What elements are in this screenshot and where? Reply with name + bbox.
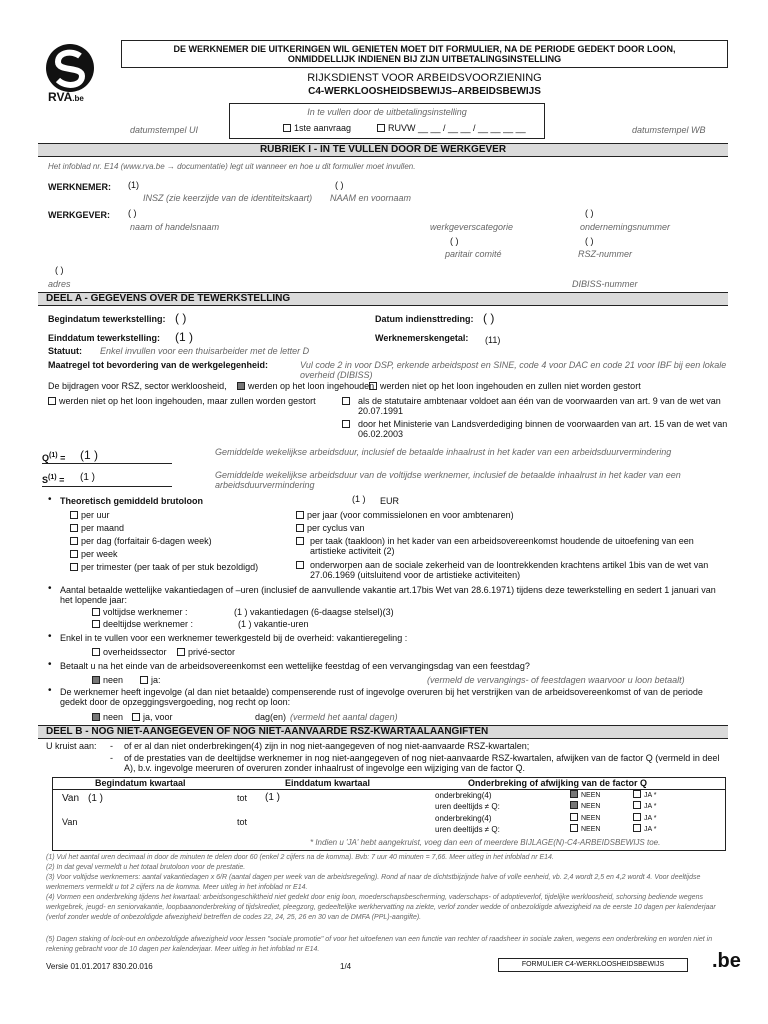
maatregel-label: Maatregel tot bevordering van de werkgelegenheid: <box>48 360 269 370</box>
versie: Versie 01.01.2017 830.20.016 <box>46 962 153 971</box>
s-label: $S^{(1)}$ = <box>42 474 65 485</box>
s-value[interactable]: (1 ) <box>80 472 95 483</box>
opt-niet-maar[interactable] <box>48 396 316 406</box>
deel-a-title: DEEL A - GEGEVENS OVER DE TEWERKSTELLING <box>46 293 291 304</box>
insz-label: INSZ (zie keerzijde van de identiteitskaart) <box>143 193 313 203</box>
bullet-icon: • <box>48 685 52 696</box>
checkbox-icon <box>70 524 78 532</box>
voltijds-label: voltijdse werknemer : <box>103 607 188 617</box>
r2-ond-ja[interactable] <box>633 813 656 822</box>
checkbox-icon <box>92 648 100 656</box>
r2-onderbreking-label: onderbreking(4) <box>435 814 492 823</box>
col-onderbreking-header: Onderbreking of afwijking van de factor Q <box>468 778 648 788</box>
indienst-value[interactable]: ( ) <box>483 311 495 325</box>
bullet-icon: • <box>48 494 52 505</box>
checkbox-icon <box>92 608 100 616</box>
bijdragen-label: De bijdragen voor RSZ, sector werkloosheid, <box>48 381 227 391</box>
checkbox-icon <box>296 561 304 569</box>
loon-opt-cyclus[interactable] <box>296 523 365 533</box>
loon-opt-label: per jaar (voor commissielonen en voor ambtenaren) <box>307 510 514 520</box>
ja-label: JA * <box>644 803 657 810</box>
indien-note: * Indien u 'JA' hebt aangekruist, voeg dan een of meerdere BIJLAGE(N)-C4-ARBEIDSBEWIJS toe. <box>310 838 661 847</box>
checkbox-icon <box>296 511 304 519</box>
r2-uren-label: uren deeltijds ≠ Q: <box>435 825 500 834</box>
indienst-label: Datum indiensttreding: <box>375 314 474 324</box>
neen-label: NEEN <box>581 792 601 799</box>
statuut-hint: Enkel invullen voor een thuisarbeider met de letter D <box>100 346 310 356</box>
r2-uren-ja[interactable] <box>633 824 656 833</box>
checkbox-icon <box>296 537 304 545</box>
fill-by-label: In te vullen door de uitbetalingsinstelling <box>307 107 467 117</box>
agency-name: RIJKSDIENST VOOR ARBEIDSVOORZIENING <box>307 72 542 84</box>
einddatum-value[interactable]: (1 ) <box>175 330 193 344</box>
ruvw-label: RUVW __ __ / __ __ / __ __ __ __ <box>388 123 526 133</box>
begindatum-label: Begindatum tewerkstelling: <box>48 314 166 324</box>
paritair-label: paritair comité <box>445 249 502 259</box>
opt-defensie-checkbox[interactable] <box>342 419 353 429</box>
q-sup: (1) <box>49 452 58 459</box>
rva-logo <box>42 42 100 102</box>
checkbox-checked-icon <box>570 801 578 809</box>
deel-b-title: DEEL B - NOG NIET-AANGEGEVEN OF NOG NIET-AANVAARDE RSZ-KWARTAALAANGIFTEN <box>46 726 489 737</box>
q-label: $Q^{(1)}$ = <box>42 452 66 463</box>
loon-opt-label: per week <box>81 549 118 559</box>
opt-ingehouden[interactable] <box>237 381 374 391</box>
row1-van-value[interactable]: (1 ) <box>88 793 103 804</box>
s-sup: (1) <box>48 474 57 481</box>
checkbox-icon <box>92 620 100 628</box>
checkbox-icon <box>70 563 78 571</box>
first-request-checkbox[interactable] <box>283 123 351 133</box>
checkbox-icon <box>633 790 641 798</box>
werkgever-ref: ( ) <box>128 208 137 218</box>
opt-niet-maar-label: werden niet op het loon ingehouden, maar zullen worden gestort <box>59 396 316 406</box>
col-eind-header: Einddatum kwartaal <box>285 778 371 788</box>
einddatum-label: Einddatum tewerkstelling: <box>48 333 161 343</box>
neen-label: neen <box>103 675 124 685</box>
dagen-label: dag(en) <box>255 712 287 722</box>
s-hint: Gemiddelde wekelijkse arbeidsduur van de voltijdse werknemer, inclusief de betaalde inhaalrust in het kader van een arbeidsduurvermindering <box>215 470 681 490</box>
feestdag-hint: (vermeld de vervangings- of feestdagen waarvoor u loon betaalt) <box>427 675 685 685</box>
loon-opt-onderworpen-checkbox[interactable] <box>296 560 307 570</box>
dagen-hint: (vermeld het aantal dagen) <box>290 712 398 722</box>
loon-opt-onderworpen-label: onderworpen aan de sociale zekerheid van de loontrekkenden krachtens artikel 1bis van de wet van 27.06.1969 (uitsluitend voor de artistieke activiteiten) <box>310 560 709 580</box>
r1-uren-neen[interactable] <box>570 801 600 810</box>
kruist-item1: of er al dan niet onderbrekingen(4) zijn in nog niet-aangegeven of nog niet-aanvaarde RSZ-kwartalen; <box>124 741 530 751</box>
ja-label: JA * <box>644 815 657 822</box>
r1-ond-ja[interactable] <box>633 790 656 799</box>
neen-label: NEEN <box>581 815 601 822</box>
loon-opt-label: per uur <box>81 510 110 520</box>
feestdag-ja[interactable] <box>140 675 161 685</box>
checkbox-icon <box>633 824 641 832</box>
overheidssector-label: overheidssector <box>103 647 167 657</box>
first-request-label: 1ste aanvraag <box>294 123 352 133</box>
s-underline <box>42 486 172 487</box>
checkbox-icon <box>140 676 148 684</box>
r2-uren-neen[interactable] <box>570 824 600 833</box>
compenserende-text: De werknemer heeft ingevolge (al dan niet betaalde) compenserende rust of ingevolge overuren bij het verstrijken van de arbeidsovereenkomst of van de periode gedekt door de opzeggingsvergoeding, nog recht op loon: <box>60 687 703 707</box>
handelsnaam-label: naam of handelsnaam <box>130 222 220 232</box>
checkbox-checked-icon <box>237 382 245 390</box>
rva-logo-icon <box>42 42 100 94</box>
opt-niet-gestort[interactable] <box>369 381 641 391</box>
deeltijds-checkbox[interactable] <box>92 619 193 629</box>
kengetal-value[interactable]: (11) <box>485 335 501 345</box>
checkbox-checked-icon <box>92 676 100 684</box>
loon-opt-taak-label: per taak (taakloon) in het kader van een arbeidsovereenkomst houdende de uitoefening van een artistieke activiteit (2) <box>310 536 694 556</box>
feestdag-neen[interactable] <box>92 675 123 685</box>
paritair-ref: ( ) <box>450 236 459 246</box>
q-letter: Q <box>42 453 50 463</box>
footnote-2: (2) In dat geval vermeldt u het totaal brutoloon voor de prestatie. <box>46 864 246 871</box>
be-logo: .be <box>712 950 741 972</box>
checkbox-icon <box>342 420 350 428</box>
checkbox-icon <box>570 824 578 832</box>
s-letter: S <box>42 475 49 485</box>
q-underline <box>42 463 172 464</box>
loon-opt-label: per cyclus van <box>307 523 365 533</box>
loon-ref[interactable]: (1 ) <box>352 494 366 504</box>
opt-ambtenaar-label: als de statutaire ambtenaar voldoet aan één van de voorwaarden van art. 9 van de wet van 20.07.1991 <box>358 396 721 416</box>
r1-ond-neen[interactable] <box>570 790 600 799</box>
row2-van: Van <box>62 817 78 827</box>
loon-opt-label: per maand <box>81 523 125 533</box>
footnote-5: (5) Dagen staking of lock-out en onbezoldigde afwezigheid voor lessen "sociale promotie" of voor het uitoefenen van een functie van rechter of raadsheer in sociale zaken, wegens een onderbreking en worden niet in rekening gebracht voor de 10 dagen per kalenderjaar. Meer uitleg in het infoblad nr E14. <box>46 936 713 953</box>
footnote-3: (3) Voor voltijdse werknemers: aantal vakantiedagen x 6/R (aantal dagen per week van de arbeidsregeling). Rond af naar de dichtstbijzijnde halve of volle eenheid, vb. 2,4 wordt 2,5 en 4,2 wordt 4. Voor deeltijdse werknemers vermeldt u tot 2 cijfers na de komma. Meer uitleg in het infoblad nr E14. <box>46 874 701 891</box>
notice-line2: ONMIDDELLIJK INDIENEN BIJ ZIJN UITBETALINGSINSTELLING <box>287 54 562 64</box>
loon-opt-uur[interactable] <box>70 510 110 520</box>
checkbox-icon <box>633 813 641 821</box>
prive-checkbox[interactable] <box>177 647 235 657</box>
checkbox-icon <box>177 648 185 656</box>
adres-ref: ( ) <box>55 265 64 275</box>
col-begin-header: Begindatum kwartaal <box>95 778 186 788</box>
q-hint: Gemiddelde wekelijkse arbeidsduur, inclusief de betaalde inhaalrust in het kader van een arbeidsduurvermindering <box>215 447 672 457</box>
loon-opt-taak-checkbox[interactable] <box>296 536 307 546</box>
werkgever-label: WERKGEVER: <box>48 210 111 220</box>
row1-tot: tot <box>237 793 248 803</box>
opt-ingehouden-label: werden op het loon ingehouden <box>248 381 375 391</box>
compenserende-neen[interactable] <box>92 712 123 722</box>
opt-niet-gestort-label: werden niet op het loon ingehouden en zullen niet worden gestort <box>380 381 641 391</box>
loon-opt-label: per dag (forfaitair 6-dagen week) <box>81 536 212 546</box>
loon-unit: EUR <box>380 496 400 506</box>
notice-line1: DE WERKNEMER DIE UITKERINGEN WIL GENIETEN MOET DIT FORMULIER, NA DE PERIODE GEDEKT DOOR LOON, <box>173 44 676 54</box>
voltijds-value[interactable]: (1 ) vakantiedagen (6-daagse stelsel)(3) <box>234 607 394 617</box>
loon-opt-jaar[interactable] <box>296 510 514 520</box>
checkbox-icon <box>283 124 291 132</box>
row2-tot: tot <box>237 817 248 827</box>
logo-text: RVA <box>48 90 73 104</box>
loon-opt-trimester[interactable] <box>70 562 258 572</box>
checkbox-icon <box>48 397 56 405</box>
row1-van: Van <box>62 793 80 804</box>
rubriek-title: RUBRIEK I - IN TE VULLEN DOOR DE WERKGEVER <box>259 144 507 155</box>
statuut-label: Statuut: <box>48 346 82 356</box>
ja-label: JA * <box>644 792 657 799</box>
compenserende-ja[interactable] <box>132 712 173 722</box>
r2-ond-neen[interactable] <box>570 813 600 822</box>
bullet-icon: • <box>48 631 52 642</box>
form-title: C4-WERKLOOSHEIDSBEWIJS–ARBEIDSBEWIJS <box>308 86 541 97</box>
ondernemings-ref: ( ) <box>585 208 594 218</box>
werknemer-ref2: ( ) <box>335 180 344 190</box>
checkbox-icon <box>570 813 578 821</box>
rubriek-info: Het infoblad nr. E14 (www.rva.be → documentatie) legt uit wanneer en hoe u dit formulier moet invullen. <box>48 162 416 171</box>
opt-ambtenaar-checkbox[interactable] <box>342 396 353 406</box>
r1-uren-label: uren deeltijds ≠ Q: <box>435 802 500 811</box>
prive-label: privé-sector <box>188 647 236 657</box>
maatregel-hint: Vul code 2 in voor DSP, erkende arbeidspost en SINE, code 4 voor DAC en code 21 voor IBF bij een lokale overheid (DIBISS) <box>300 360 727 380</box>
feestdag-text: Betaalt u na het einde van de arbeidsovereenkomst een wettelijke feestdag of een vervangingsdag van een feestdag? <box>60 661 530 671</box>
naam-label: NAAM en voornaam <box>330 193 412 203</box>
form-name: FORMULIER C4-WERKLOOSHEIDSBEWIJS <box>521 961 665 968</box>
bullet-icon: • <box>48 659 52 670</box>
kengetal-label: Werknemerskengetal: <box>375 333 469 343</box>
checkbox-icon <box>342 397 350 405</box>
checkbox-icon <box>70 511 78 519</box>
werkgeverscategorie-label: werkgeverscategorie <box>430 222 514 232</box>
checkbox-checked-icon <box>92 713 100 721</box>
dibiss-label: DIBISS-nummer <box>572 279 638 289</box>
deeltijds-value[interactable]: (1 ) vakantie-uren <box>238 619 309 629</box>
ja-label: ja: <box>151 675 161 685</box>
kruist-label: U kruist aan: <box>46 741 97 751</box>
checkbox-icon <box>633 801 641 809</box>
row1-tot-value[interactable]: (1 ) <box>265 792 280 803</box>
dash-icon: - <box>110 753 113 763</box>
loon-opt-dag[interactable] <box>70 536 212 546</box>
vakantie-text: Aantal betaalde wettelijke vakantiedagen of –uren (inclusief de aanvullende vakantie art.17bis Wet van 28.6.1971) tijdens deze tewerkstelling en sedert 1 januari van het lopende jaar: <box>60 585 716 605</box>
table-header-line <box>52 789 726 790</box>
checkbox-icon <box>377 124 385 132</box>
werknemer-ref1: (1) <box>128 180 139 190</box>
deeltijds-label: deeltijdse werknemer : <box>103 619 194 629</box>
stamp-wb-label: datumstempel WB <box>632 125 706 135</box>
ondernemingsnummer-label: ondernemingsnummer <box>580 222 671 232</box>
begindatum-value[interactable]: ( ) <box>175 311 187 325</box>
page-number: 1/4 <box>340 962 352 971</box>
logo-suffix: .be <box>72 94 84 103</box>
stamp-ui-label: datumstempel UI <box>130 125 199 135</box>
voltijds-checkbox[interactable] <box>92 607 188 617</box>
rsz-label: RSZ-nummer <box>578 249 633 259</box>
q-value[interactable]: (1 ) <box>80 448 98 462</box>
overheidssector-checkbox[interactable] <box>92 647 167 657</box>
footnote-4: (4) Vormen een onderbreking tijdens het kwartaal: arbeidsongeschiktheid niet gedekt door enig loon, moederschapsbescherming, vaderschaps- of adoptieverlof, tijdelijke werkloosheid, schorsing bediende wegens werkgebrek, jeugd- en seniorvakantie, loopbaanonderbreking of tijdskrediet, pleegzorg, gedeeltelijke werkhervatting na ziekte, verlof zonder wedde of onbezoldigde afwezigheid na de eerste 10 dagen per kalenderjaar (verlof zonder wedde of onbezoldigde afwezigheid betreffen de codes 22, 24, 25, 26 en 30 van de DMFA (PPL)-aangifte). <box>46 894 716 921</box>
loon-opt-maand[interactable] <box>70 523 124 533</box>
dash-icon: - <box>110 741 113 751</box>
bullet-icon: • <box>48 583 52 594</box>
neen-label: neen <box>103 712 124 722</box>
adres-label: adres <box>48 279 71 289</box>
neen-label: NEEN <box>581 826 601 833</box>
rsz-ref: ( ) <box>585 236 594 246</box>
ruvw-checkbox[interactable] <box>377 123 526 133</box>
loon-opt-label: per trimester (per taak of per stuk bezoldigd) <box>81 562 259 572</box>
opt-defensie-label: door het Ministerie van Landsverdediging binnen de voorwaarden van art. 15 van de wet van 06.02.2003 <box>358 419 728 439</box>
ja-voor-label: ja, voor <box>143 712 173 722</box>
r1-uren-ja[interactable] <box>633 801 656 810</box>
checkbox-icon <box>132 713 140 721</box>
kruist-item2: of de prestaties van de deeltijdse werknemer in nog niet-aangegeven of nog niet-aanvaarde RSZ-kwartalen, afwijken van de factor Q (vermeld in deel A), b.v. ingevolge meeruren of overuren zonder inhaalrust of ingevolge een wijziging van de factor Q. <box>124 753 720 773</box>
checkbox-icon <box>70 537 78 545</box>
checkbox-icon <box>70 550 78 558</box>
footnote-1: (1) Vul het aantal uren decimaal in door de minuten te delen door 60 (enkel 2 cijfers na de komma). Bvb: 7 uur 40 minuten = 7,66. Meer uitleg in het infoblad nr E14. <box>46 854 554 861</box>
werknemer-label: WERKNEMER: <box>48 182 111 192</box>
checkbox-checked-icon <box>570 790 578 798</box>
loon-opt-week[interactable] <box>70 549 118 559</box>
ja-label: JA * <box>644 826 657 833</box>
checkbox-icon <box>296 524 304 532</box>
loon-title: Theoretisch gemiddeld brutoloon <box>60 496 204 506</box>
neen-label: NEEN <box>581 803 601 810</box>
r1-onderbreking-label: onderbreking(4) <box>435 791 492 800</box>
overheid-text: Enkel in te vullen voor een werknemer tewerkgesteld bij de overheid: vakantieregeling : <box>60 633 408 643</box>
checkbox-icon <box>369 382 377 390</box>
